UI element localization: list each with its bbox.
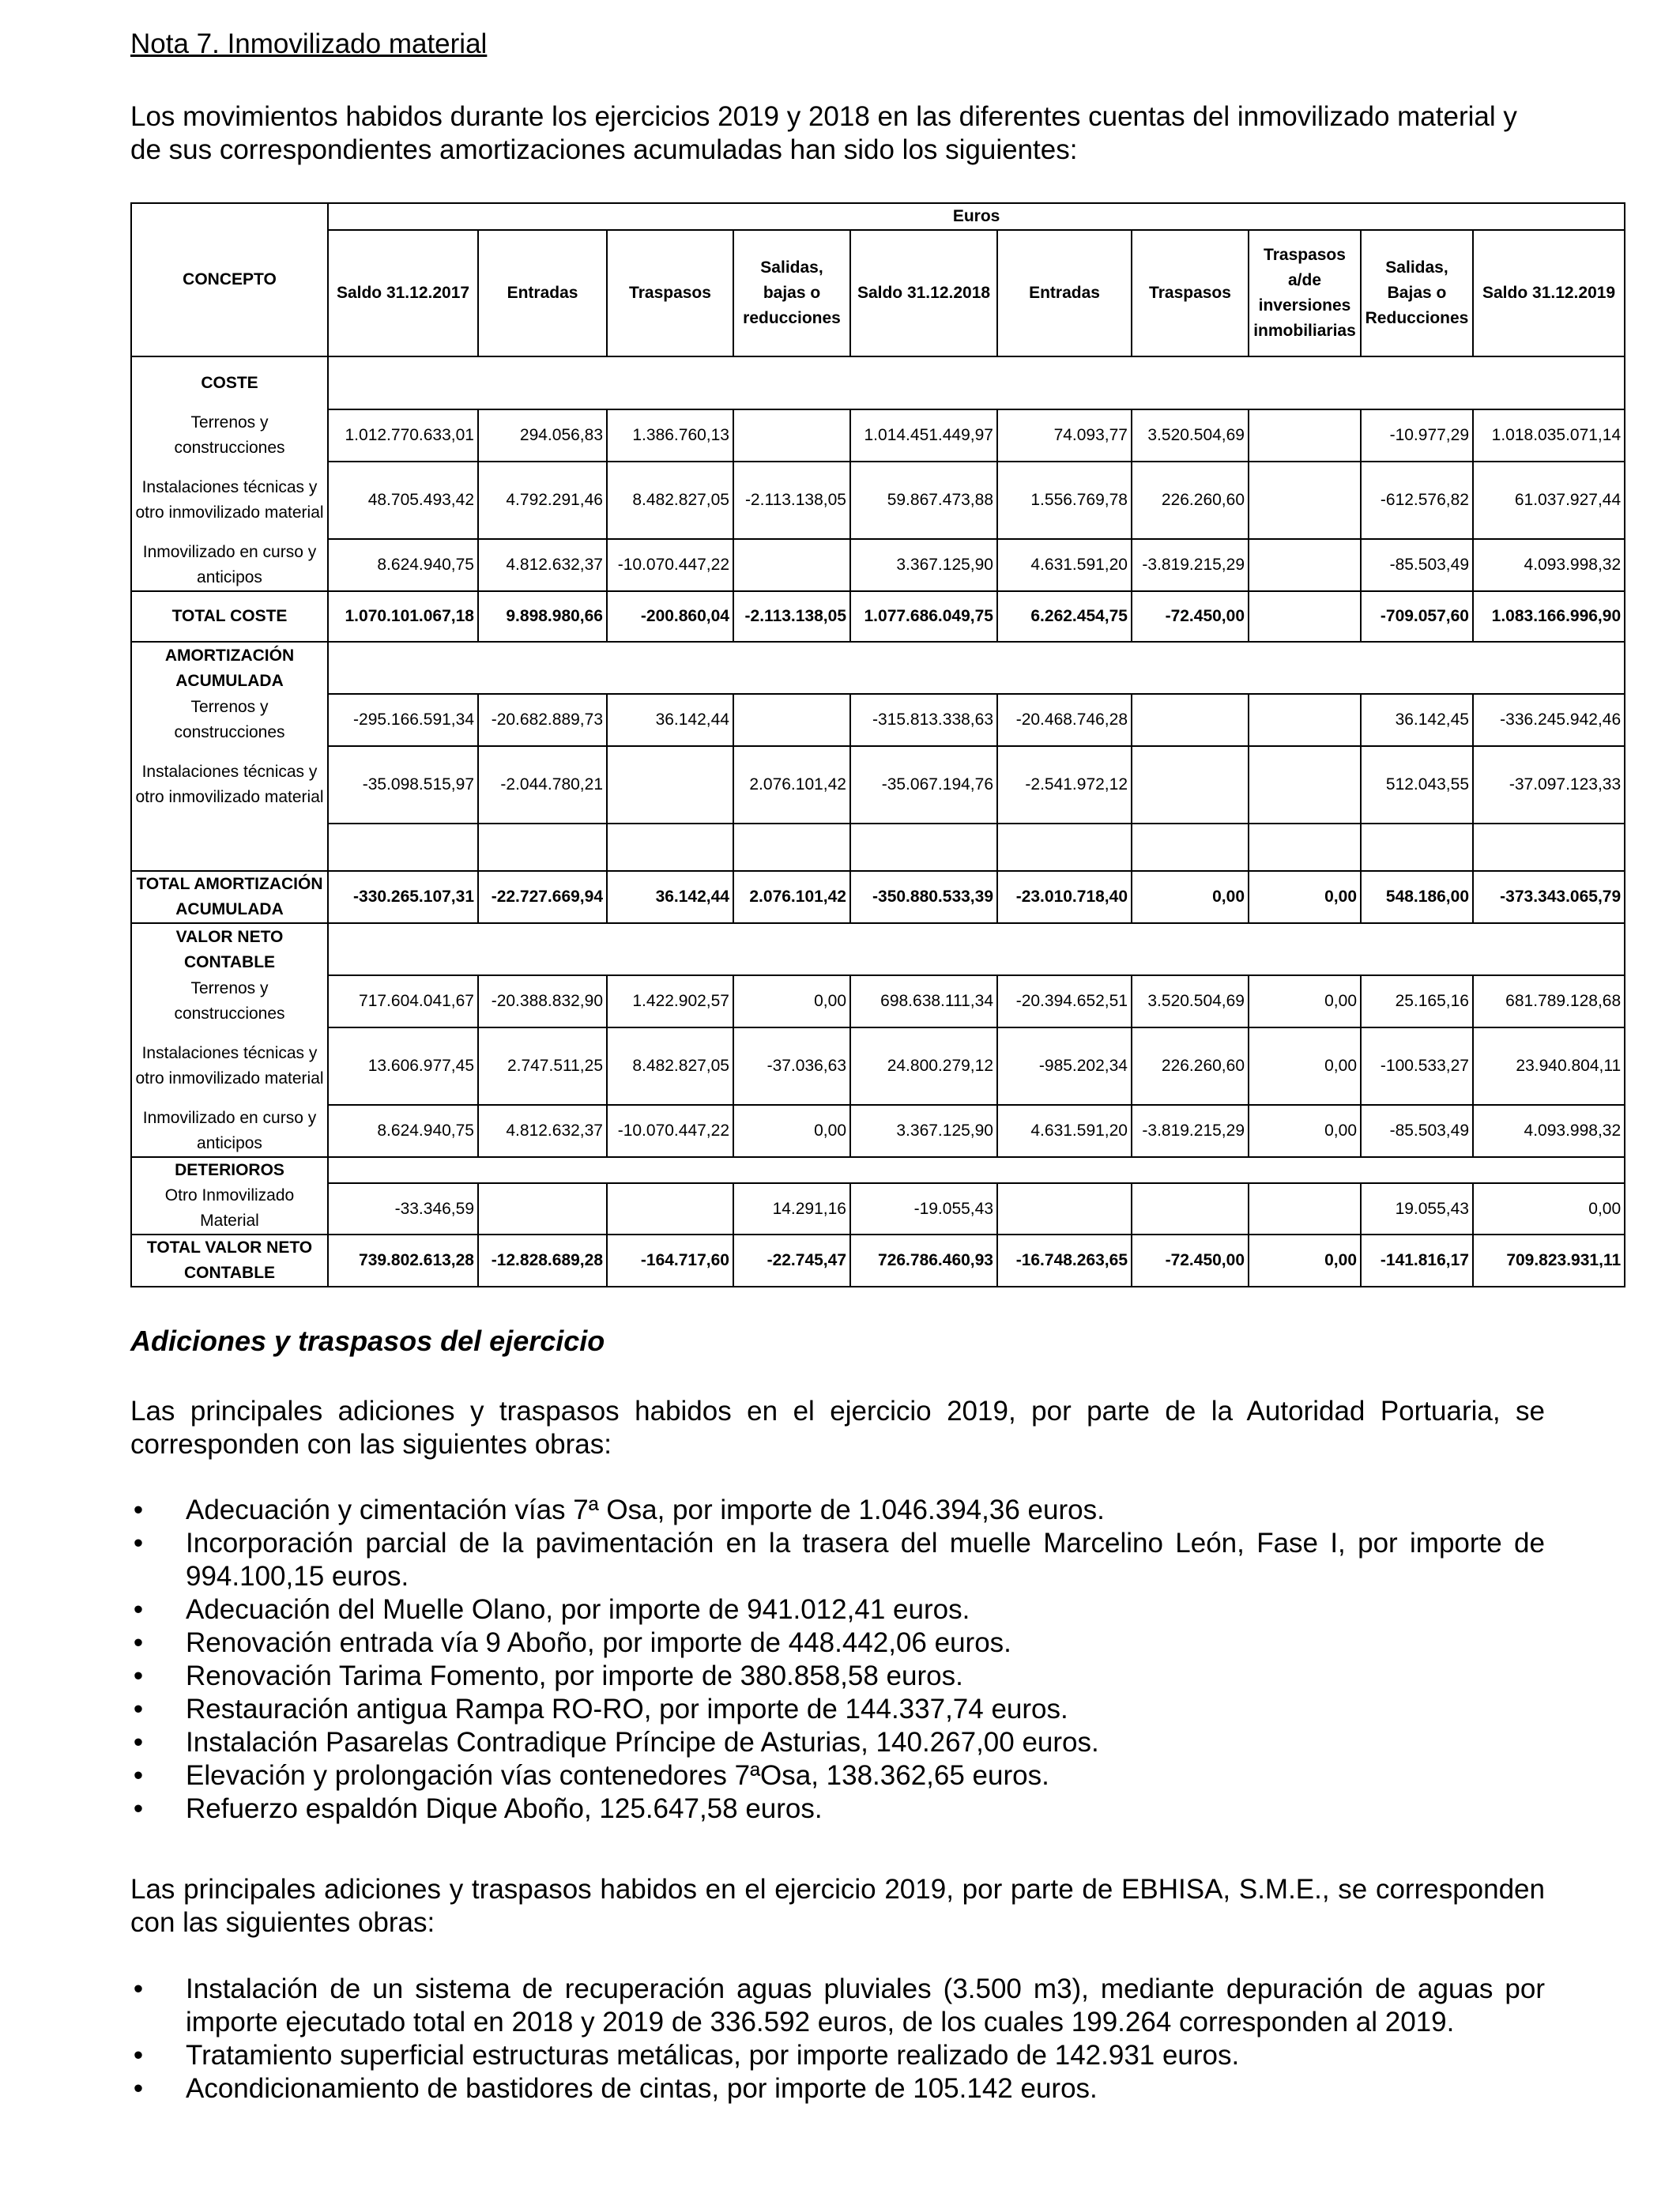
list-item-text: Adecuación y cimentación vías 7ª Osa, por importe de 1.046.394,36 euros. <box>186 1495 1105 1525</box>
row-label: Terrenos y construcciones <box>131 409 328 462</box>
currency-header: Euros <box>328 203 1625 230</box>
table-cell: 717.604.041,67 <box>328 975 478 1027</box>
table-cell: 2.076.101,42 <box>733 746 850 824</box>
table-cell: 0,00 <box>1249 871 1361 923</box>
table-cell: 61.037.927,44 <box>1473 462 1625 539</box>
table-cell: -33.346,59 <box>328 1183 478 1235</box>
table-cell: 226.260,60 <box>1132 1027 1249 1105</box>
table-cell: 36.142,45 <box>1361 694 1473 746</box>
table-cell: -2.541.972,12 <box>997 746 1132 824</box>
table-cell <box>1249 746 1361 824</box>
table-cell: 0,00 <box>733 975 850 1027</box>
table-cell <box>1249 1183 1361 1235</box>
table-cell: 6.262.454,75 <box>997 591 1132 642</box>
list-item <box>130 1973 1545 2039</box>
table-row <box>131 1027 1625 1105</box>
list-item <box>130 1693 1545 1726</box>
table-cell <box>733 409 850 462</box>
table-cell: -20.468.746,28 <box>997 694 1132 746</box>
table-cell: 0,00 <box>1249 975 1361 1027</box>
table-cell: 8.624.940,75 <box>328 539 478 591</box>
row-label: Inmovilizado en curso y anticipos <box>131 1105 328 1157</box>
table-cell: 59.867.473,88 <box>850 462 997 539</box>
table-cell: 19.055,43 <box>1361 1183 1473 1235</box>
table-cell: -200.860,04 <box>607 591 733 642</box>
total-row <box>131 1235 1625 1287</box>
intro-paragraph: Los movimientos habidos durante los ejercicios 2019 y 2018 en las diferentes cuentas del inmovilizado material y de sus correspondientes amortizaciones acumuladas han sido los siguientes: <box>130 101 1517 165</box>
row-label: Instalaciones técnicas y otro inmovilizado material <box>131 462 328 539</box>
table-cell: -295.166.591,34 <box>328 694 478 746</box>
list-item-text: Elevación y prolongación vías contenedores 7ªOsa, 138.362,65 euros. <box>186 1760 1049 1791</box>
table-cell: 294.056,83 <box>478 409 607 462</box>
total-row <box>131 591 1625 642</box>
column-header: Saldo 31.12.2019 <box>1473 230 1625 356</box>
table-cell: -2.113.138,05 <box>733 591 850 642</box>
column-header: Saldo 31.12.2018 <box>850 230 997 356</box>
list-item-text: Tratamiento superficial estructuras metálicas, por importe realizado de 142.931 euros. <box>186 2040 1240 2071</box>
list-item-text: Renovación entrada vía 9 Aboño, por importe de 448.442,06 euros. <box>186 1627 1011 1658</box>
table-cell: 3.367.125,90 <box>850 539 997 591</box>
list-item-text: Acondicionamiento de bastidores de cintas, por importe de 105.142 euros. <box>186 2073 1098 2104</box>
table-cell <box>478 1183 607 1235</box>
bullet-icon: • <box>133 1661 144 1691</box>
table-cell: 36.142,44 <box>607 871 733 923</box>
table-cell <box>1249 824 1361 871</box>
table-cell <box>997 824 1132 871</box>
list-item <box>130 2039 1545 2072</box>
list-item-text: Adecuación del Muelle Olano, por importe de 941.012,41 euros. <box>186 1594 970 1625</box>
table-cell: 8.624.940,75 <box>328 1105 478 1157</box>
table-cell: 3.520.504,69 <box>1132 409 1249 462</box>
table-cell: 1.014.451.449,97 <box>850 409 997 462</box>
list-item <box>130 1793 1545 1826</box>
column-header: Salidas, bajas o reducciones <box>733 230 850 356</box>
list-item <box>130 1494 1545 1527</box>
table-cell: -37.097.123,33 <box>1473 746 1625 824</box>
table-cell: 4.792.291,46 <box>478 462 607 539</box>
table-cell <box>733 824 850 871</box>
bullet-icon: • <box>133 1495 144 1525</box>
bullet-icon: • <box>133 1727 144 1758</box>
row-label: TOTAL VALOR NETO CONTABLE <box>131 1235 328 1287</box>
table-cell: 8.482.827,05 <box>607 1027 733 1105</box>
table-cell: -20.394.652,51 <box>997 975 1132 1027</box>
table-cell: 0,00 <box>1249 1027 1361 1105</box>
table-cell: -315.813.338,63 <box>850 694 997 746</box>
table-cell: -3.819.215,29 <box>1132 1105 1249 1157</box>
table-cell: 1.012.770.633,01 <box>328 409 478 462</box>
table-cell <box>1361 824 1473 871</box>
table-cell: -72.450,00 <box>1132 1235 1249 1287</box>
table-cell <box>1249 591 1361 642</box>
bullet-icon: • <box>133 1973 144 2004</box>
table-cell: -12.828.689,28 <box>478 1235 607 1287</box>
table-cell <box>328 923 1625 975</box>
total-row <box>131 871 1625 923</box>
table-cell: -3.819.215,29 <box>1132 539 1249 591</box>
table-cell: 0,00 <box>1249 1235 1361 1287</box>
note-title: Nota 7. Inmovilizado material <box>130 28 488 59</box>
table-cell: 36.142,44 <box>607 694 733 746</box>
table-cell: 226.260,60 <box>1132 462 1249 539</box>
bullet-icon: • <box>133 2073 144 2104</box>
table-row <box>131 462 1625 539</box>
section-row <box>131 356 1625 409</box>
row-label: Instalaciones técnicas y otro inmovilizado material <box>131 746 328 824</box>
table-cell: -37.036,63 <box>733 1027 850 1105</box>
table-row <box>131 409 1625 462</box>
table-cell <box>478 824 607 871</box>
table-cell: 0,00 <box>733 1105 850 1157</box>
table-cell: 23.940.804,11 <box>1473 1027 1625 1105</box>
table-row <box>131 1183 1625 1235</box>
table-cell: 1.018.035.071,14 <box>1473 409 1625 462</box>
table-cell <box>1132 1183 1249 1235</box>
table-cell: 3.367.125,90 <box>850 1105 997 1157</box>
row-label: Otro Inmovilizado Material <box>131 1183 328 1235</box>
table-cell: 709.823.931,11 <box>1473 1235 1625 1287</box>
table-cell: 1.070.101.067,18 <box>328 591 478 642</box>
table-cell <box>328 356 1625 409</box>
bullet-icon: • <box>133 2040 144 2071</box>
table-row <box>131 746 1625 824</box>
table-cell: 2.747.511,25 <box>478 1027 607 1105</box>
section-label: COSTE <box>131 356 328 409</box>
table-cell: -22.745,47 <box>733 1235 850 1287</box>
table-cell: 4.631.591,20 <box>997 1105 1132 1157</box>
table-cell <box>1132 824 1249 871</box>
table-cell: 0,00 <box>1132 871 1249 923</box>
bullet-icon: • <box>133 1793 144 1824</box>
table-cell: 14.291,16 <box>733 1183 850 1235</box>
table-cell: -2.044.780,21 <box>478 746 607 824</box>
section-label: VALOR NETO CONTABLE <box>131 923 328 975</box>
table-cell <box>1249 539 1361 591</box>
table-row <box>131 1105 1625 1157</box>
table-cell <box>328 642 1625 694</box>
table-cell: -336.245.942,46 <box>1473 694 1625 746</box>
list-item <box>130 1726 1545 1759</box>
table-cell <box>1249 409 1361 462</box>
table-row <box>131 539 1625 591</box>
table-cell: 24.800.279,12 <box>850 1027 997 1105</box>
table-cell: 74.093,77 <box>997 409 1132 462</box>
table-cell: 739.802.613,28 <box>328 1235 478 1287</box>
list-item <box>130 2072 1545 2105</box>
section-title: Adiciones y traspasos del ejercicio <box>130 1325 605 1357</box>
table-cell: -85.503,49 <box>1361 539 1473 591</box>
table-cell <box>850 824 997 871</box>
table-cell: -141.816,17 <box>1361 1235 1473 1287</box>
table-cell <box>733 694 850 746</box>
table-cell <box>997 1183 1132 1235</box>
table-cell: 0,00 <box>1249 1105 1361 1157</box>
bullet-list-port-authority <box>130 1494 1545 1826</box>
table-cell: 8.482.827,05 <box>607 462 733 539</box>
list-item <box>130 1593 1545 1627</box>
table-cell <box>607 1183 733 1235</box>
table-cell: -22.727.669,94 <box>478 871 607 923</box>
table-cell: 548.186,00 <box>1361 871 1473 923</box>
table-cell: 0,00 <box>1473 1183 1625 1235</box>
table-cell: -23.010.718,40 <box>997 871 1132 923</box>
table-cell: 1.077.686.049,75 <box>850 591 997 642</box>
column-header: Traspasos <box>607 230 733 356</box>
table-cell: 25.165,16 <box>1361 975 1473 1027</box>
table-cell: 1.083.166.996,90 <box>1473 591 1625 642</box>
section-label: DETERIOROS <box>131 1157 328 1183</box>
list-item-text: Refuerzo espaldón Dique Aboño, 125.647,58 euros. <box>186 1793 823 1824</box>
bullet-icon: • <box>133 1594 144 1625</box>
row-label: Terrenos y construcciones <box>131 975 328 1027</box>
table-cell: -19.055,43 <box>850 1183 997 1235</box>
row-label <box>131 824 328 871</box>
section-row <box>131 642 1625 694</box>
list-item-text: Incorporación parcial de la pavimentación en la trasera del muelle Marcelino León, Fase I, por importe de 994.100,15 euros. <box>186 1528 1545 1592</box>
table-cell: -164.717,60 <box>607 1235 733 1287</box>
table-cell: -2.113.138,05 <box>733 462 850 539</box>
table-cell <box>607 824 733 871</box>
list-item-text: Restauración antigua Rampa RO-RO, por importe de 144.337,74 euros. <box>186 1694 1068 1725</box>
table-cell: -20.682.889,73 <box>478 694 607 746</box>
bullet-icon: • <box>133 1627 144 1658</box>
bullet-icon: • <box>133 1528 144 1559</box>
table-cell: 4.093.998,32 <box>1473 1105 1625 1157</box>
list-item-text: Renovación Tarima Fomento, por importe de 380.858,58 euros. <box>186 1661 963 1691</box>
paragraph-port-authority: Las principales adiciones y traspasos habidos en el ejercicio 2019, por parte de la Autoridad Portuaria, se corresponden con las siguientes obras: <box>130 1396 1545 1460</box>
list-item <box>130 1527 1545 1593</box>
column-header: Traspasos <box>1132 230 1249 356</box>
table-cell: -10.070.447,22 <box>607 1105 733 1157</box>
table-cell: -20.388.832,90 <box>478 975 607 1027</box>
table-cell: 4.093.998,32 <box>1473 539 1625 591</box>
table-cell: 1.422.902,57 <box>607 975 733 1027</box>
table-cell: -373.343.065,79 <box>1473 871 1625 923</box>
table-cell: -72.450,00 <box>1132 591 1249 642</box>
column-header: Traspasos a/de inversiones inmobiliarias <box>1249 230 1361 356</box>
row-label: Terrenos y construcciones <box>131 694 328 746</box>
table-cell: -612.576,82 <box>1361 462 1473 539</box>
table-cell: 4.631.591,20 <box>997 539 1132 591</box>
column-header: Entradas <box>997 230 1132 356</box>
table-cell: 3.520.504,69 <box>1132 975 1249 1027</box>
concept-header: CONCEPTO <box>131 203 328 356</box>
table-cell <box>1132 746 1249 824</box>
table-row <box>131 694 1625 746</box>
column-header: Salidas, Bajas o Reducciones <box>1361 230 1473 356</box>
row-label: Inmovilizado en curso y anticipos <box>131 539 328 591</box>
table-cell: 9.898.980,66 <box>478 591 607 642</box>
row-label: TOTAL AMORTIZACIÓN ACUMULADA <box>131 871 328 923</box>
table-cell: 4.812.632,37 <box>478 1105 607 1157</box>
list-item-text: Instalación Pasarelas Contradique Príncipe de Asturias, 140.267,00 euros. <box>186 1727 1099 1758</box>
table-cell: 48.705.493,42 <box>328 462 478 539</box>
table-cell: 726.786.460,93 <box>850 1235 997 1287</box>
table-cell: -100.533,27 <box>1361 1027 1473 1105</box>
table-cell: 1.556.769,78 <box>997 462 1132 539</box>
table-cell: 4.812.632,37 <box>478 539 607 591</box>
table-cell <box>733 539 850 591</box>
table-cell <box>1473 824 1625 871</box>
table-cell: -10.977,29 <box>1361 409 1473 462</box>
bullet-list-ebhisa <box>130 1973 1545 2105</box>
table-row <box>131 975 1625 1027</box>
table-cell: 681.789.128,68 <box>1473 975 1625 1027</box>
table-cell: 1.386.760,13 <box>607 409 733 462</box>
table-cell: -16.748.263,65 <box>997 1235 1132 1287</box>
list-item <box>130 1660 1545 1693</box>
table-cell: -10.070.447,22 <box>607 539 733 591</box>
list-item-text: Instalación de un sistema de recuperación aguas pluviales (3.500 m3), mediante depuración de aguas por importe ejecutado total en 2018 y 2019 de 336.592 euros, de los cuales 199.264 corresponden al 2019. <box>186 1973 1545 2038</box>
section-row <box>131 923 1625 975</box>
table-cell: 512.043,55 <box>1361 746 1473 824</box>
table-cell <box>607 746 733 824</box>
table-cell: -709.057,60 <box>1361 591 1473 642</box>
table-cell <box>328 824 478 871</box>
list-item <box>130 1759 1545 1793</box>
fixed-assets-table <box>130 202 1625 1287</box>
column-header: Entradas <box>478 230 607 356</box>
table-cell <box>1132 694 1249 746</box>
table-cell: -35.067.194,76 <box>850 746 997 824</box>
paragraph-ebhisa: Las principales adiciones y traspasos habidos en el ejercicio 2019, por parte de EBHISA, S.M.E., se corresponden con las siguientes obras: <box>130 1874 1545 1938</box>
bullet-icon: • <box>133 1694 144 1725</box>
row-label: Instalaciones técnicas y otro inmovilizado material <box>131 1027 328 1105</box>
table-cell: -985.202,34 <box>997 1027 1132 1105</box>
table-cell: 698.638.111,34 <box>850 975 997 1027</box>
list-item <box>130 1627 1545 1660</box>
bullet-icon: • <box>133 1760 144 1791</box>
table-cell <box>1249 694 1361 746</box>
blank-row <box>131 824 1625 871</box>
section-row <box>131 1157 1625 1183</box>
table-cell: -330.265.107,31 <box>328 871 478 923</box>
column-header: Saldo 31.12.2017 <box>328 230 478 356</box>
table-cell: 13.606.977,45 <box>328 1027 478 1105</box>
section-label: AMORTIZACIÓN ACUMULADA <box>131 642 328 694</box>
table-cell: -350.880.533,39 <box>850 871 997 923</box>
table-cell: -85.503,49 <box>1361 1105 1473 1157</box>
table-cell <box>328 1157 1625 1183</box>
table-cell <box>1249 462 1361 539</box>
table-cell: 2.076.101,42 <box>733 871 850 923</box>
table-cell: -35.098.515,97 <box>328 746 478 824</box>
row-label: TOTAL COSTE <box>131 591 328 642</box>
